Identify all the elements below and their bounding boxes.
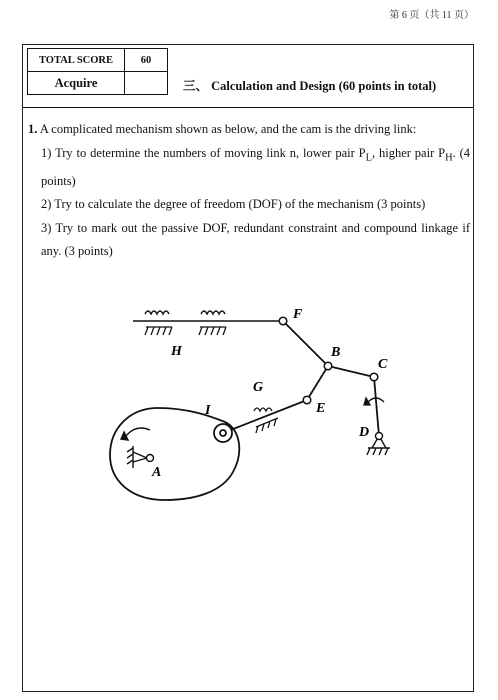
label-B: B xyxy=(331,345,341,360)
roller-I xyxy=(214,424,232,442)
link-CD xyxy=(374,377,379,436)
joint-C xyxy=(370,373,378,381)
pivot-D xyxy=(367,433,390,456)
cam-rotation-arrow xyxy=(121,428,150,440)
question-1 xyxy=(28,118,470,264)
rod-IE xyxy=(223,400,307,433)
mechanism-diagram xyxy=(0,290,498,520)
joint-F xyxy=(279,317,287,325)
link-FB xyxy=(283,321,328,366)
question-part-2: 2) Try to calculate the degree of freedom (DOF) of the mechanism (3 points) xyxy=(41,197,426,211)
label-E: E xyxy=(316,401,326,416)
ground-hatch-rail xyxy=(145,327,226,335)
question-part-1: 1) Try to determine the numbers of moving link n, lower pair $P_L$, higher pair $P_H$. (4 points) xyxy=(41,145,470,188)
cam xyxy=(110,408,239,500)
score-table xyxy=(27,48,168,95)
slider-guide-top-right xyxy=(201,311,225,314)
link-BC xyxy=(328,366,374,377)
label-G: G xyxy=(253,380,264,395)
section-title: 三、 Calculation and Design (60 points in total) xyxy=(183,79,437,93)
joint-E xyxy=(303,396,311,404)
question-intro: 1. A complicated mechanism shown as below, and the cam is the driving link: xyxy=(28,122,417,136)
section-divider xyxy=(22,107,474,108)
acquire-label: Acquire xyxy=(28,72,125,95)
total-score-value: 60 xyxy=(125,49,168,72)
label-F: F xyxy=(293,307,303,322)
label-D: D xyxy=(359,425,370,440)
label-I: I xyxy=(205,403,211,418)
question-part-3: 3) Try to mark out the passive DOF, redundant constraint and compound linkage if any. (3 points) xyxy=(41,220,470,258)
acquire-value[interactable] xyxy=(125,72,168,95)
page-indicator: 第 6 页（共 11 页） xyxy=(389,10,474,21)
question-number: 1. xyxy=(28,122,38,136)
slider-guide-top-left xyxy=(145,311,169,314)
pivot-A xyxy=(127,446,154,468)
total-score-label: TOTAL SCORE xyxy=(28,49,125,72)
label-C: C xyxy=(378,357,388,372)
link-BE xyxy=(307,366,328,400)
label-A: A xyxy=(152,465,162,480)
link-CD-rotation-arrow xyxy=(364,398,384,405)
slider-guide-g xyxy=(254,408,278,433)
label-H: H xyxy=(171,344,182,359)
joint-B xyxy=(324,362,332,370)
